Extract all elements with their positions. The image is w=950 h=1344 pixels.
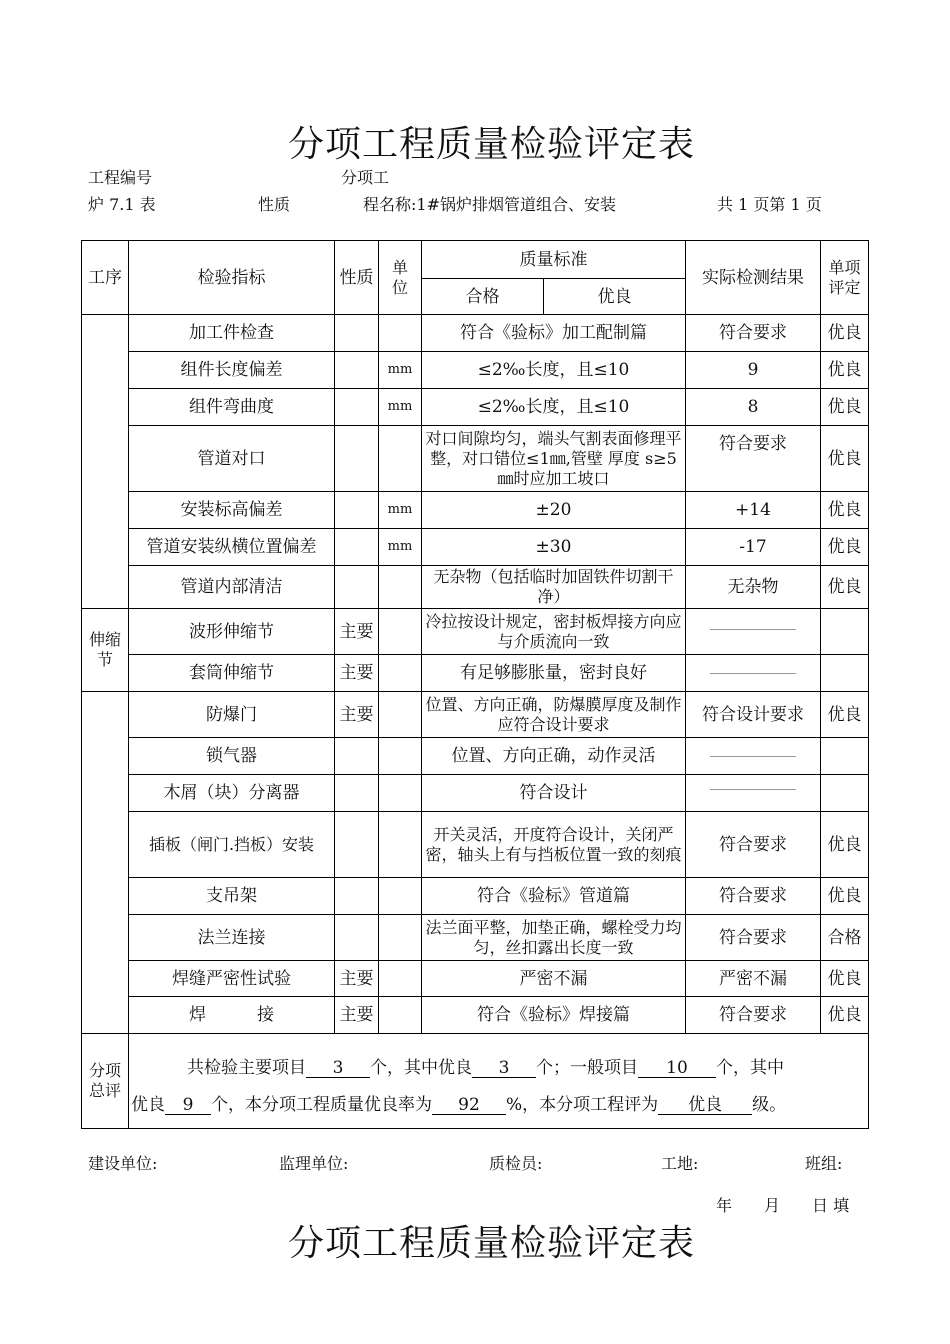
result-cell bbox=[686, 609, 821, 655]
header-indicator: 检验指标 bbox=[129, 241, 335, 315]
summary-text-5: 优良 bbox=[131, 1095, 165, 1115]
result-cell: 符合要求 bbox=[686, 426, 821, 492]
unit-cell bbox=[379, 655, 422, 692]
nature-cell bbox=[335, 389, 379, 426]
item-cell: 焊缝严密性试验 bbox=[129, 961, 335, 997]
header-standard: 质量标准 bbox=[422, 241, 686, 279]
standard-cell: 位置、方向正确，动作灵活 bbox=[422, 738, 686, 775]
blank-line bbox=[710, 756, 796, 757]
result-cell: 无杂物 bbox=[686, 566, 821, 609]
rating-cell: 优良 bbox=[821, 566, 869, 609]
inspector-label: 质检员: bbox=[489, 1154, 543, 1173]
item-cell: 插板（闸门.挡板）安装 bbox=[129, 812, 335, 878]
summary-text-2: 个，其中优良 bbox=[370, 1058, 472, 1078]
rating-cell: 优良 bbox=[821, 692, 869, 738]
item-cell: 锁气器 bbox=[129, 738, 335, 775]
nature-label: 性质 bbox=[258, 195, 291, 214]
standard-cell: ≤2‰长度，且≤10 bbox=[422, 389, 686, 426]
item-cell: 法兰连接 bbox=[129, 915, 335, 961]
header-process: 工序 bbox=[82, 241, 129, 315]
table-row bbox=[82, 352, 869, 389]
standard-cell: ±20 bbox=[422, 492, 686, 529]
item-cell: 波形伸缩节 bbox=[129, 609, 335, 655]
standard-cell: 对口间隙均匀，端头气割表面修理平整，对口错位≤1㎜,管壁 厚度 s≥5㎜时应加工坡口 bbox=[422, 426, 686, 492]
nature-cell: 主要 bbox=[335, 655, 379, 692]
result-cell: +14 bbox=[686, 492, 821, 529]
inspection-table bbox=[81, 240, 869, 1129]
standard-cell: 符合《验标》加工配制篇 bbox=[422, 315, 686, 352]
summary-text-6: 个，本分项工程质量优良率为 bbox=[211, 1095, 432, 1115]
construction-unit-label: 建设单位: bbox=[88, 1154, 158, 1173]
item-cell: 防爆门 bbox=[129, 692, 335, 738]
item-cell: 支吊架 bbox=[129, 878, 335, 915]
summary-text-4: 个，其中 bbox=[716, 1058, 784, 1078]
unit-cell bbox=[379, 997, 422, 1034]
nature-cell bbox=[335, 915, 379, 961]
general-excellent-count: 9 bbox=[165, 1096, 211, 1115]
rating-cell: 优良 bbox=[821, 812, 869, 878]
nature-cell bbox=[335, 878, 379, 915]
item-cell: 木屑（块）分离器 bbox=[129, 775, 335, 812]
sub-item-label: 分项工 bbox=[341, 168, 390, 187]
table-row bbox=[82, 961, 869, 997]
result-cell: 符合要求 bbox=[686, 915, 821, 961]
project-no-label: 工程编号 bbox=[88, 168, 153, 187]
rating-cell: 合格 bbox=[821, 915, 869, 961]
group-cell bbox=[82, 315, 129, 609]
form-number: 炉 7.1 表 bbox=[88, 195, 156, 214]
unit-cell bbox=[379, 609, 422, 655]
final-grade: 优良 bbox=[658, 1096, 752, 1115]
rating-cell: 优良 bbox=[821, 492, 869, 529]
header-rating: 单项评定 bbox=[821, 241, 869, 315]
summary-label: 分项总评 bbox=[82, 1034, 129, 1129]
date-fill-label: 年 月 日 填 bbox=[716, 1196, 850, 1215]
rating-cell: 优良 bbox=[821, 961, 869, 997]
item-cell: 管道内部清洁 bbox=[129, 566, 335, 609]
nature-cell bbox=[335, 738, 379, 775]
blank-line bbox=[710, 789, 796, 790]
summary-line-1 bbox=[129, 1048, 868, 1088]
standard-cell: 无杂物（包括临时加固铁件切割干净） bbox=[422, 566, 686, 609]
table-row bbox=[82, 655, 869, 692]
nature-cell: 主要 bbox=[335, 997, 379, 1034]
team-label: 班组: bbox=[805, 1154, 843, 1173]
table-row bbox=[82, 997, 869, 1034]
table-row bbox=[82, 878, 869, 915]
nature-cell bbox=[335, 812, 379, 878]
blank-line bbox=[710, 673, 796, 674]
unit-cell: mm bbox=[379, 352, 422, 389]
unit-cell: mm bbox=[379, 492, 422, 529]
rating-cell: 优良 bbox=[821, 315, 869, 352]
result-cell: 符合要求 bbox=[686, 812, 821, 878]
unit-cell bbox=[379, 426, 422, 492]
unit-cell bbox=[379, 915, 422, 961]
main-count: 3 bbox=[306, 1059, 370, 1078]
repeat-page-title: 分项工程质量检验评定表 bbox=[288, 1223, 696, 1264]
nature-cell bbox=[335, 492, 379, 529]
nature-cell bbox=[335, 426, 379, 492]
result-cell: 9 bbox=[686, 352, 821, 389]
table-row bbox=[82, 692, 869, 738]
table-row bbox=[82, 529, 869, 566]
nature-cell bbox=[335, 352, 379, 389]
result-cell: 符合设计要求 bbox=[686, 692, 821, 738]
nature-cell: 主要 bbox=[335, 961, 379, 997]
table-row bbox=[82, 775, 869, 812]
summary-text-8: 级。 bbox=[752, 1095, 787, 1115]
standard-cell: 冷拉按设计规定，密封板焊接方向应与介质流向一致 bbox=[422, 609, 686, 655]
nature-cell bbox=[335, 775, 379, 812]
standard-cell: 开关灵活，开度符合设计，关闭严密，轴头上有与挡板位置一致的刻痕 bbox=[422, 812, 686, 878]
group-cell-expansion-joint: 伸缩节 bbox=[82, 609, 129, 692]
unit-cell bbox=[379, 692, 422, 738]
result-cell: 符合要求 bbox=[686, 878, 821, 915]
unit-cell: mm bbox=[379, 529, 422, 566]
summary-text bbox=[129, 1034, 869, 1129]
summary-text-3: 个；一般项目 bbox=[536, 1058, 638, 1078]
standard-cell: 位置、方向正确，防爆膜厚度及制作应符合设计要求 bbox=[422, 692, 686, 738]
result-cell: -17 bbox=[686, 529, 821, 566]
table-row bbox=[82, 426, 869, 492]
item-cell: 焊 接 bbox=[129, 997, 335, 1034]
standard-cell: 有足够膨胀量，密封良好 bbox=[422, 655, 686, 692]
table-row bbox=[82, 492, 869, 529]
summary-text-7: %，本分项工程评为 bbox=[506, 1095, 659, 1115]
page-title: 分项工程质量检验评定表 bbox=[288, 124, 696, 165]
site-label: 工地: bbox=[661, 1154, 699, 1173]
project-name: 程名称:1#锅炉排烟管道组合、安装 bbox=[363, 195, 616, 214]
rating-cell bbox=[821, 609, 869, 655]
group-cell bbox=[82, 692, 129, 1034]
result-cell: 8 bbox=[686, 389, 821, 426]
nature-cell: 主要 bbox=[335, 609, 379, 655]
item-cell: 组件长度偏差 bbox=[129, 352, 335, 389]
summary-text-1: 共检验主要项目 bbox=[187, 1058, 306, 1078]
table-row bbox=[82, 915, 869, 961]
blank-line bbox=[710, 629, 796, 630]
rating-cell bbox=[821, 775, 869, 812]
item-cell: 组件弯曲度 bbox=[129, 389, 335, 426]
excellent-rate: 92 bbox=[432, 1096, 506, 1115]
nature-cell bbox=[335, 315, 379, 352]
unit-cell bbox=[379, 961, 422, 997]
unit-cell bbox=[379, 812, 422, 878]
result-cell bbox=[686, 655, 821, 692]
rating-cell: 优良 bbox=[821, 389, 869, 426]
item-cell: 安装标高偏差 bbox=[129, 492, 335, 529]
nature-cell bbox=[335, 529, 379, 566]
rating-cell: 优良 bbox=[821, 352, 869, 389]
nature-cell bbox=[335, 566, 379, 609]
unit-cell bbox=[379, 566, 422, 609]
rating-cell: 优良 bbox=[821, 426, 869, 492]
rating-cell bbox=[821, 738, 869, 775]
standard-cell: 严密不漏 bbox=[422, 961, 686, 997]
page-info: 共 1 页第 1 页 bbox=[717, 195, 822, 214]
item-cell: 加工件检查 bbox=[129, 315, 335, 352]
table-row bbox=[82, 738, 869, 775]
header-nature: 性质 bbox=[335, 241, 379, 315]
unit-cell bbox=[379, 315, 422, 352]
result-cell bbox=[686, 738, 821, 775]
table-row bbox=[82, 315, 869, 352]
result-cell: 严密不漏 bbox=[686, 961, 821, 997]
result-cell: 符合要求 bbox=[686, 315, 821, 352]
table-row bbox=[82, 566, 869, 609]
supervision-unit-label: 监理单位: bbox=[279, 1154, 349, 1173]
header-excellent: 优良 bbox=[544, 279, 686, 315]
summary-row bbox=[82, 1034, 869, 1129]
unit-cell: mm bbox=[379, 389, 422, 426]
standard-cell: 符合《验标》焊接篇 bbox=[422, 997, 686, 1034]
table-row bbox=[82, 812, 869, 878]
rating-cell: 优良 bbox=[821, 529, 869, 566]
rating-cell: 优良 bbox=[821, 878, 869, 915]
table-row bbox=[82, 389, 869, 426]
standard-cell: 法兰面平整，加垫正确，螺栓受力均匀，丝扣露出长度一致 bbox=[422, 915, 686, 961]
item-cell: 管道安装纵横位置偏差 bbox=[129, 529, 335, 566]
summary-line-2 bbox=[129, 1088, 868, 1128]
rating-cell bbox=[821, 655, 869, 692]
unit-cell bbox=[379, 775, 422, 812]
standard-cell: ≤2‰长度，且≤10 bbox=[422, 352, 686, 389]
unit-cell bbox=[379, 878, 422, 915]
rating-cell: 优良 bbox=[821, 997, 869, 1034]
standard-cell: ±30 bbox=[422, 529, 686, 566]
table-row bbox=[82, 609, 869, 655]
header-row bbox=[82, 241, 869, 279]
result-cell: 符合要求 bbox=[686, 997, 821, 1034]
header-unit: 单位 bbox=[379, 241, 422, 315]
header-pass: 合格 bbox=[422, 279, 544, 315]
item-cell: 管道对口 bbox=[129, 426, 335, 492]
result-cell bbox=[686, 775, 821, 812]
header-result: 实际检测结果 bbox=[686, 241, 821, 315]
item-cell: 套筒伸缩节 bbox=[129, 655, 335, 692]
standard-cell: 符合《验标》管道篇 bbox=[422, 878, 686, 915]
unit-cell bbox=[379, 738, 422, 775]
general-count: 10 bbox=[638, 1059, 716, 1078]
nature-cell: 主要 bbox=[335, 692, 379, 738]
main-excellent-count: 3 bbox=[472, 1059, 536, 1078]
standard-cell: 符合设计 bbox=[422, 775, 686, 812]
